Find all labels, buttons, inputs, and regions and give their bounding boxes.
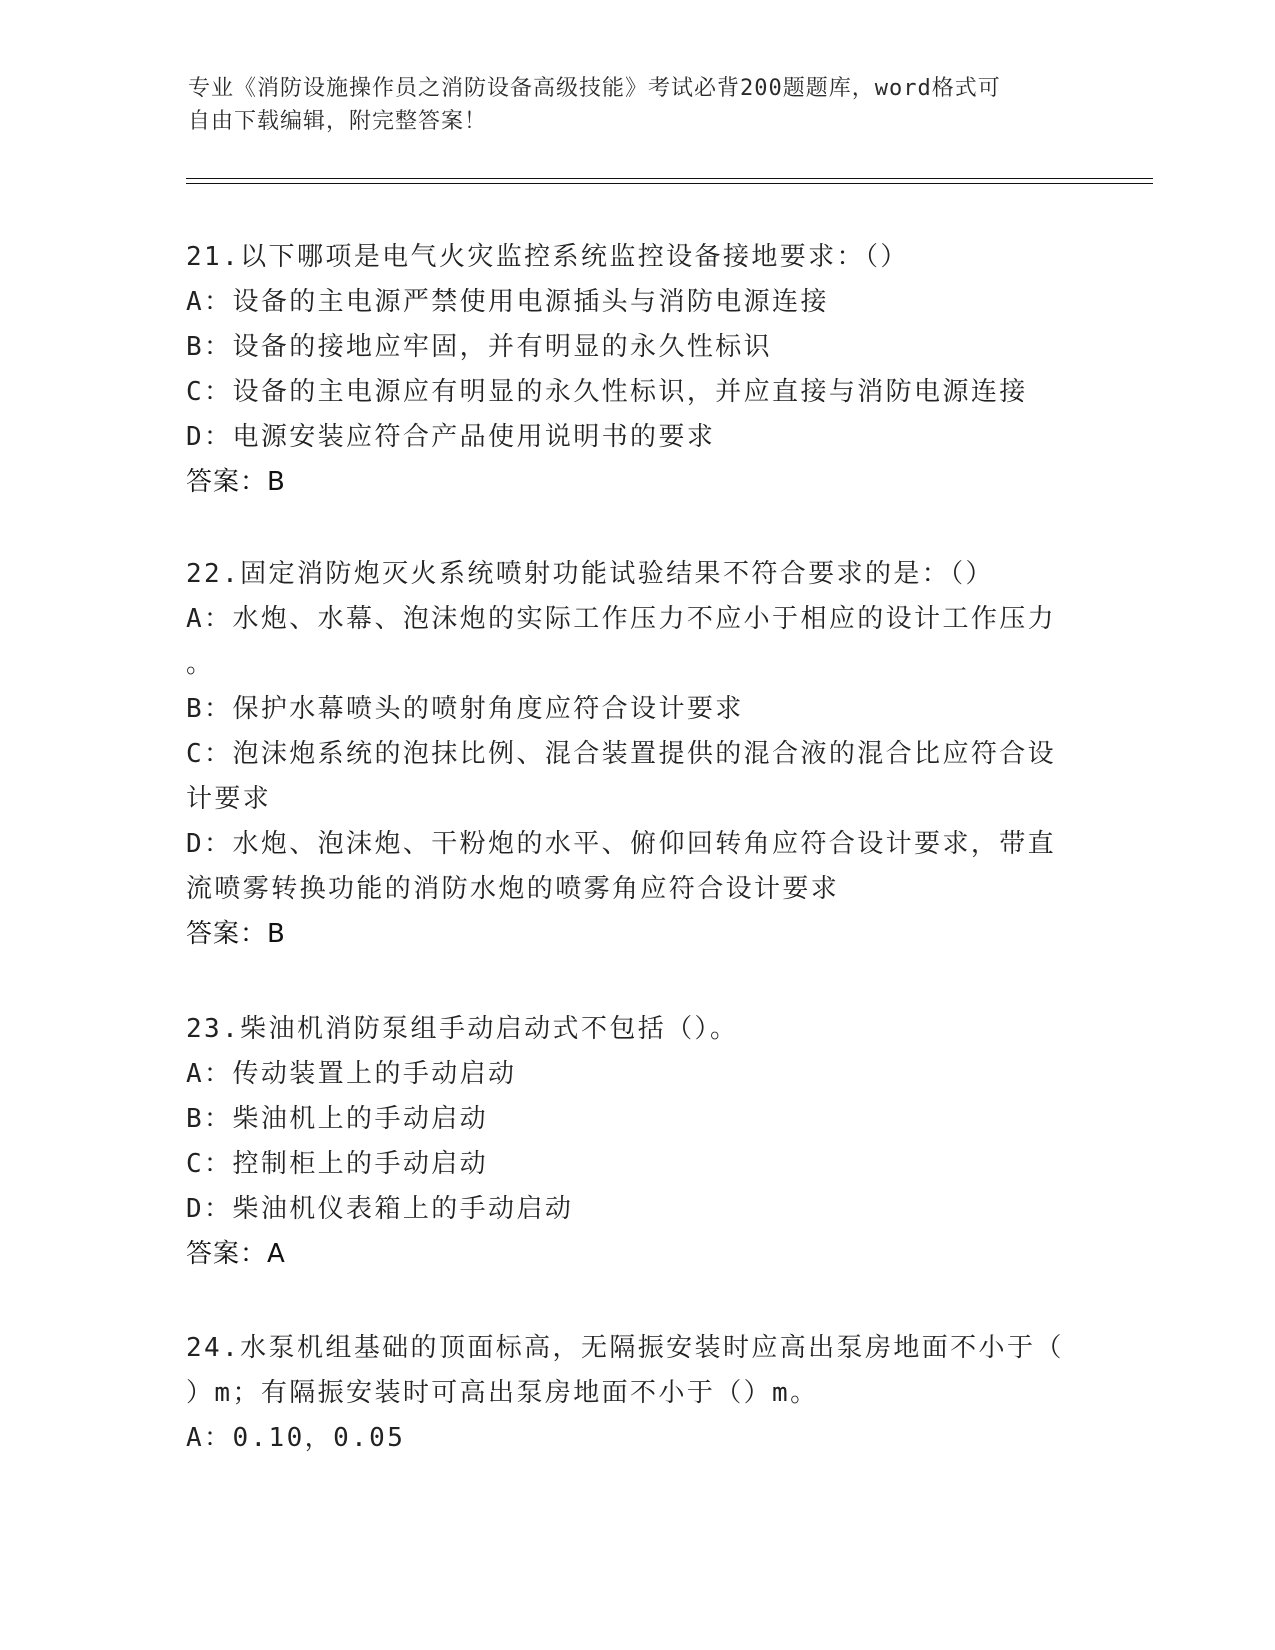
option-b: B：保护水幕喷头的喷射角度应符合设计要求 — [186, 694, 744, 724]
question-22 — [186, 552, 1086, 957]
question-23 — [186, 1007, 1086, 1277]
option-d: D：水炮、泡沫炮、干粉炮的水平、俯仰回转角应符合设计要求，带直 — [186, 829, 1057, 859]
header-line-2: 自由下载编辑，附完整答案！ — [188, 109, 488, 134]
option-d-continued: 流喷雾转换功能的消防水炮的喷雾角应符合设计要求 — [186, 874, 840, 904]
option-a: A：传动装置上的手动启动 — [186, 1059, 517, 1089]
answer-label: 答案：A — [186, 1239, 286, 1269]
answer-label: 答案：B — [186, 919, 286, 949]
option-a: A：水炮、水幕、泡沫炮的实际工作压力不应小于相应的设计工作压力 — [186, 604, 1057, 634]
header-divider-bottom — [186, 183, 1153, 184]
answer-label: 答案：B — [186, 467, 286, 497]
option-c: C：设备的主电源应有明显的永久性标识，并应直接与消防电源连接 — [186, 377, 1028, 407]
option-b: B：柴油机上的手动启动 — [186, 1104, 489, 1134]
question-21 — [186, 235, 1086, 505]
header-divider-top — [186, 178, 1153, 179]
question-24 — [186, 1326, 1086, 1461]
option-a-continued: 。 — [186, 649, 215, 679]
option-c-continued: 计要求 — [186, 784, 272, 814]
option-b: B：设备的接地应牢固，并有明显的永久性标识 — [186, 332, 773, 362]
option-d: D：电源安装应符合产品使用说明书的要求 — [186, 422, 716, 452]
option-d: D：柴油机仪表箱上的手动启动 — [186, 1194, 574, 1224]
option-a: A：0.10，0.05 — [186, 1423, 406, 1453]
question-stem: 22.固定消防炮灭火系统喷射功能试验结果不符合要求的是：（） — [186, 559, 994, 589]
option-a: A：设备的主电源严禁使用电源插头与消防电源连接 — [186, 287, 829, 317]
question-stem: 24.水泵机组基础的顶面标高，无隔振安装时应高出泵房地面不小于（ — [186, 1333, 1064, 1363]
option-c: C：控制柜上的手动启动 — [186, 1149, 489, 1179]
question-stem-continued: ）m；有隔振安装时可高出泵房地面不小于（）m。 — [186, 1378, 819, 1408]
document-header — [188, 72, 1068, 138]
option-c: C：泡沫炮系统的泡抹比例、混合装置提供的混合液的混合比应符合设 — [186, 739, 1057, 769]
question-stem: 23.柴油机消防泵组手动启动式不包括（）。 — [186, 1014, 739, 1044]
header-line-1: 专业《消防设施操作员之消防设备高级技能》考试必背200题题库，word格式可 — [188, 76, 1001, 101]
question-stem: 21.以下哪项是电气火灾监控系统监控设备接地要求：（） — [186, 242, 909, 272]
